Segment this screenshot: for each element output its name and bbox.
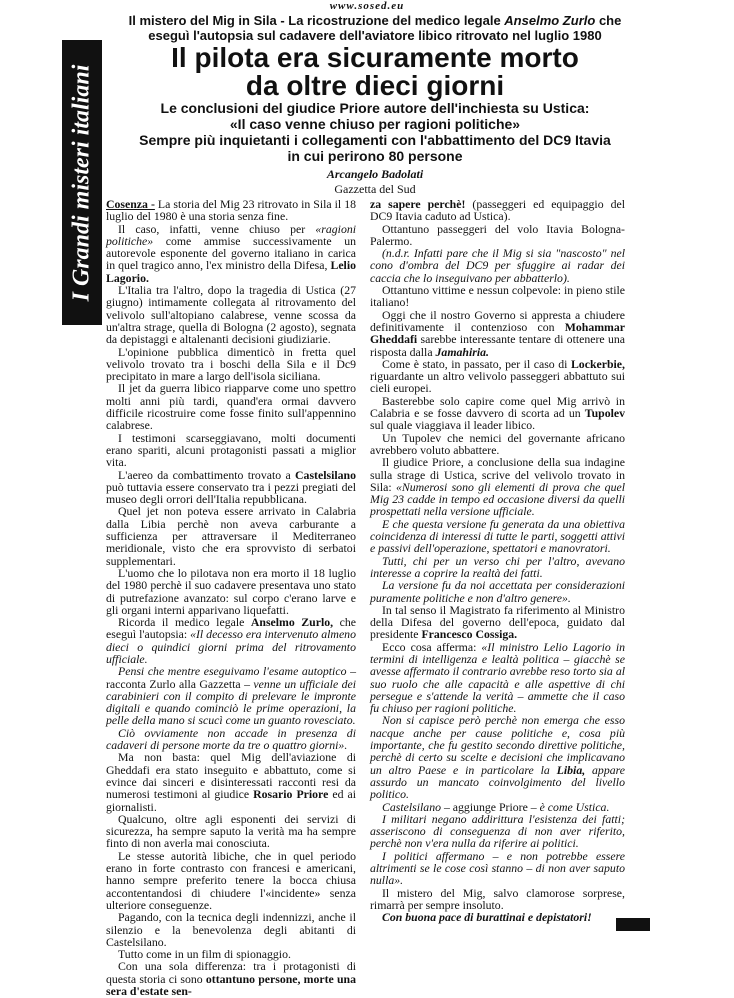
paragraph: [106, 198, 356, 223]
paragraph: L'uomo che lo pilotava non era morto il 18 luglio del 1980 perchè il suo cadavere presentava uno stato di putrefazione avanzato: sul corpo c'erano larve e gli organi interni apparivano liquefatti.: [106, 565, 356, 617]
quote: «Il ministro Lelio Lagorio in termini di intelligenza e lealtà politica – giacchè se avesse affermato il contrario avrebbe reso torto sia al suo ruolo che alle capacità e alle aspettive di chi persegue e s'attende la verità – ammette che il caso fu chiuso per ragioni politiche.: [370, 639, 626, 716]
paragraph-text: Il giudice Priore, a conclusione della sua indagine sulla strage di Ustica, scrive del velivolo trovato in Sila:: [370, 455, 625, 494]
editor-note: (n.d.r. Infatti pare che il Mig si sia "nascosto" nel cono d'ombra del DC9 per sfuggire ai radar dei caccia che lo inseguivano per abbatterlo).: [370, 246, 625, 285]
source: Gazzetta del Sud: [334, 182, 416, 196]
paragraph: [370, 911, 625, 923]
paragraph-text: Basterebbe solo capire come quel Mig arrivò in Calabria e se fosse davvero di scorta ad un: [370, 393, 625, 421]
paragraph: L'Italia tra l'altro, dopo la tragedia di Ustica (27 giugno) intimamente collegata al ritrovamento del velivolo sull'altopiano calabrese, venne scossa da un'altra strage, quella di Bologna (2 agosto), segnata da depistaggi e altalenanti decisioni giudiziarie.: [106, 283, 356, 347]
paragraph: Ottantuno vittime e nessun colpevole: in pieno stile italiano!: [370, 283, 625, 310]
paragraph-text: In tal senso il Magistrato fa riferimento al Ministro della Difesa del governo dell'epoca, guidato dal presidente: [370, 602, 625, 642]
paragraph-text: L'aereo da combattimento trovato a: [118, 467, 291, 482]
byline: Arcangelo Badolati: [326, 167, 424, 181]
paragraph: [370, 456, 625, 517]
quote: «ragioni politiche»: [106, 221, 357, 248]
paragraph: Pagando, con la tecnica degli indennizzi, anche il silenzio e la benevolenza degli abitanti di Castelsilano.: [106, 910, 356, 949]
subheadline: [110, 100, 640, 164]
person-name: Mohammar Gheddafi: [370, 319, 625, 347]
aircraft-name: Tupolev: [584, 406, 625, 421]
quote: venne un ufficiale dei carabinieri con il compito di prelevare le impronte digitali e quando cominciò le prime operazioni, la pelle della mano si scucì come un guanto rovesciato.: [106, 676, 357, 728]
person-name: Rosario Priore: [253, 787, 329, 802]
paragraph: L'opinione pubblica dimenticò in fretta quel velivolo trovato tra i boschi della Sila e il Dc9 precipitato in mare a largo dell'isola siciliana.: [106, 344, 356, 384]
kicker: [110, 13, 640, 43]
paragraph: [106, 223, 356, 284]
quote: «Numerosi sono gli elementi di prova che quel Mig 23 cadde in tempo ed occasione diversi da quelli prospettati nella versione ufficiale.: [370, 479, 625, 519]
quote: I militari negano addirittura l'esistenza dei fatti; asseriscono di conseguenza di non aver riferito, perchè non v'era nulla da riferire ai politici.: [370, 811, 625, 851]
quote: Non si capisce però perchè non emerga che esso nacque anche per cause politiche e, cosa più importante, che fu gestito secondo direttive politiche, perchè di certo su scelte e decisioni che implicavano un altro Paese e in particolare la: [370, 713, 625, 777]
quote: Pensi che mentre eseguivamo l'esame autoptico: [118, 664, 347, 679]
quote: I politici affermano – e non potrebbe essere altrimenti se le cose così stanno – di non aver saputo nulla».: [370, 848, 625, 888]
quote: è come Ustica.: [539, 799, 610, 814]
paragraph: Quel jet non poteva essere arrivato in Calabria dalla Libia perchè non aveva carburante a sufficienza per attraversare il Mediterraneo meridionale, visto che era sprovvisto di serbatoi supplementari.: [106, 504, 356, 568]
paragraph-text: che eseguì l'autopsia:: [106, 615, 357, 642]
place-name: Lockerbie,: [570, 356, 625, 371]
quote: Ciò ovviamente non accade in presenza di cadaveri di persone morte da tre o quattro giorni».: [106, 725, 356, 753]
paragraph: Tutto come in un film di spionaggio.: [118, 947, 291, 962]
paragraph: [370, 247, 625, 284]
paragraph: [370, 358, 625, 395]
paragraph: [370, 198, 625, 223]
quote: E che questa versione fu generata da una obiettiva coincidenza di interessi di tutte le parti, soggetti attivi e passivi dell'operazione, spettatori e manovratori.: [370, 516, 625, 556]
paragraph-text: come ammise successivamente un autorevole esponente del governo italiano in carica in quel tragico anno, l'ex ministro della Difesa,: [106, 233, 357, 273]
paragraph: Il mistero del Mig, salvo clamorose sorprese, rimarrà per sempre insoluto.: [370, 885, 625, 912]
kicker-line1: Il mistero del Mig in Sila - La ricostruzione del medico legale: [128, 13, 501, 28]
place-name: Castelsilano: [295, 467, 356, 482]
paragraph: [370, 395, 625, 432]
headline-line1: Il pilota era sicuramente morto: [171, 42, 579, 73]
paragraph-text: Ma non basta: quel Mig dell'aviazione di Gheddafi era stato inseguito e abbattuto, come si evince dai sinceri e disinteressati racconti resi da numerosi testimoni al giudice: [106, 750, 356, 802]
emphasis: za sapere perchè!: [370, 197, 466, 211]
corner-mark: [616, 918, 650, 931]
subheadline-line3: Sempre più inquietanti i collegamenti con l'abbattimento del DC9 Itavia: [139, 132, 611, 148]
closing-line: Con buona pace di burattinai e depistatori!: [382, 910, 592, 925]
paragraph-text: riguardante un altro velivolo passeggeri abbattuto sui cieli europei.: [370, 369, 625, 396]
paragraph: [106, 665, 356, 726]
paragraph: I testimoni scarseggiavano, molti documenti erano spariti, alcuni protagonisti passati a miglior vita.: [106, 430, 356, 470]
quote: La versione fu da noi accettata per considerazioni puramente politiche e non d'altro genere».: [370, 578, 625, 605]
paragraph-text: Come è stato, in passato, per il caso di: [382, 356, 568, 371]
country-name: Libia,: [556, 762, 586, 777]
paragraph: Il jet da guerra libico riapparve come uno spettro molti anni più tardi, quand'era ormai davvero difficile ricostruire come fosse finito sull'appennino calabrese.: [106, 381, 356, 433]
paragraph: [370, 309, 625, 358]
paragraph-text: sarebbe interessante tentare di ottenere una risposta dalla: [370, 332, 626, 359]
quote: Castelsilano: [382, 799, 441, 814]
paragraph: [106, 616, 356, 665]
paragraph: [370, 813, 625, 850]
article-column-1: [106, 198, 356, 997]
section-banner-label: I Grandi misteri italiani: [68, 64, 95, 301]
paragraph: [106, 960, 356, 997]
dateline: Cosenza -: [106, 197, 155, 211]
paragraph-text: può tuttavia essere conservato tra i pezzi pregiati del museo degli orrori dell'Italia repubblicana.: [106, 479, 356, 507]
quote: «Il decesso era intervenuto almeno dieci o quindici giorni prima del ritrovamento ufficiale.: [106, 627, 356, 666]
person-name: Anselmo Zurlo,: [250, 615, 334, 630]
quote: appare assurdo un mancato coinvolgimento del livello politico.: [370, 762, 626, 802]
person-name: Francesco Cossiga.: [421, 627, 518, 642]
paragraph-text: Ricorda il medico legale: [118, 615, 245, 630]
paragraph-text: sul quale viaggiava il leader libico.: [370, 418, 536, 433]
paragraph-text: Ecco cosa afferma:: [382, 639, 477, 654]
emphasis: Jamahiria.: [435, 344, 489, 359]
article-column-2: [370, 198, 625, 924]
paragraph: Un Tupolev che nemici del governante africano avrebbero voluto abbattere.: [370, 430, 625, 457]
kicker-name: Anselmo Zurlo: [504, 13, 596, 28]
paragraph: [370, 604, 625, 641]
paragraph: Qualcuno, oltre agli esponenti dei servizi di sicurezza, ha sempre saputo la verità ma ha sempre finto di non averla mai conosciuta.: [106, 811, 356, 851]
paragraph-text: La storia del Mig 23 ritrovato in Sila il 18 luglio del 1980 è una storia senza fine.: [106, 197, 356, 224]
kicker-line2: eseguì l'autopsia sul cadavere dell'aviatore libico ritrovato nel luglio 1980: [148, 28, 602, 43]
paragraph: [370, 850, 625, 887]
paragraph-text: – aggiunge Priore –: [443, 799, 537, 814]
quote: Tutti, chi per un verso chi per l'altro, avevano interesse a coprire la realtà dei fatti.: [370, 553, 625, 580]
emphasis: ottantuno persone, morte una sera d'estate sen-: [106, 971, 356, 998]
paragraph: [106, 751, 356, 812]
paragraph: [370, 579, 625, 604]
subheadline-line2: «Il caso venne chiuso per ragioni politiche»: [229, 116, 521, 132]
person-name: Lelio Lagorio.: [106, 258, 357, 285]
paragraph: [370, 555, 625, 580]
paragraph: Ottantuno passeggeri del volo Itavia Bologna-Palermo.: [370, 221, 625, 248]
paragraph: [370, 714, 625, 800]
subheadline-line1: Le conclusioni del giudice Priore autore dell'inchiesta su Ustica:: [160, 100, 590, 116]
paragraph: [370, 518, 625, 555]
headline: [110, 44, 640, 100]
paragraph: [106, 469, 356, 506]
headline-line2: da oltre dieci giorni: [245, 70, 505, 101]
paragraph: [370, 641, 625, 715]
subheadline-line4: in cui perirono 80 persone: [287, 148, 463, 164]
site-url: www.sosed.eu: [329, 0, 405, 12]
paragraph: Le stesse autorità libiche, che in quel periodo erano in forte contrasto con francesi e americani, hanno sempre preferito tenere la bocca chiusa accontentandosi di chiudere l'«incidente» senza ulteriore conseguenze.: [106, 848, 356, 912]
paragraph-text: Con una sola differenza: tra i protagonisti di questa storia ci sono: [106, 959, 356, 986]
paragraph-text: Il caso, infatti, venne chiuso per: [118, 221, 306, 236]
kicker-line1-end: che: [598, 13, 622, 28]
paragraph-text: Oggi che il nostro Governo si appresta a chiudere definitivamente il contenzioso con: [370, 307, 625, 334]
paragraph-text: (passeggeri ed equipaggio del DC9 Itavia caduto ad Ustica).: [370, 197, 625, 224]
paragraph-text: – racconta Zurlo alla Gazzetta –: [106, 664, 356, 691]
section-banner: [62, 40, 102, 325]
paragraph: [106, 727, 356, 752]
paragraph-text: ed ai giornalisti.: [106, 787, 357, 814]
